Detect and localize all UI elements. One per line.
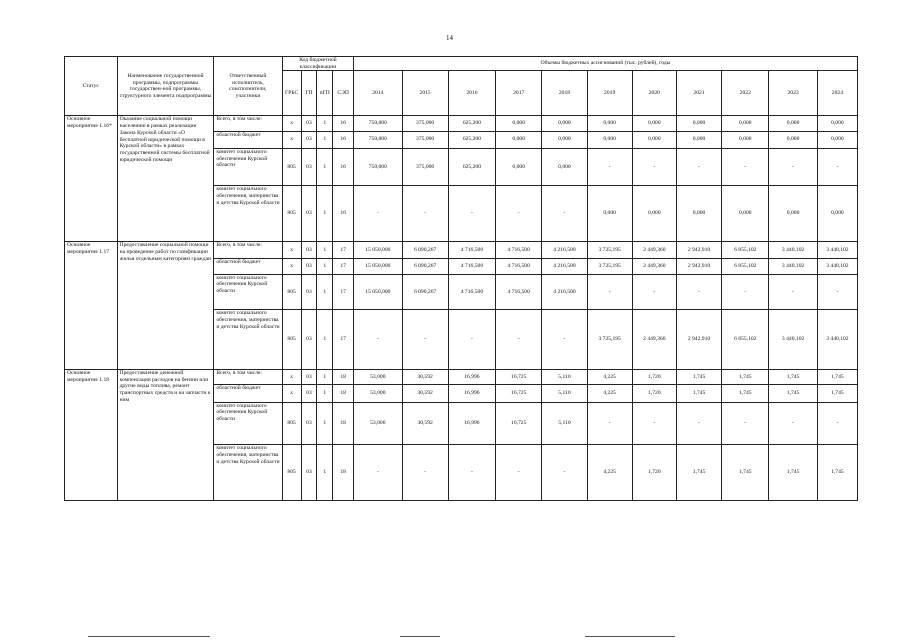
code-cell: 17 xyxy=(333,259,354,274)
value-cell: 4 716,500 xyxy=(448,259,495,274)
code-cell: 17 xyxy=(333,242,354,259)
value-cell: 2 449,360 xyxy=(632,259,676,274)
value-cell: 30,592 xyxy=(402,370,448,385)
code-cell: 1 xyxy=(317,445,333,501)
header-status: Статус xyxy=(65,57,118,116)
header-year: 2022 xyxy=(722,71,769,116)
value-cell: - xyxy=(354,310,402,370)
value-cell: 3 725,195 xyxy=(587,242,632,259)
value-cell: - xyxy=(354,186,402,242)
code-cell: 805 xyxy=(282,186,301,242)
header-year: 2019 xyxy=(587,71,632,116)
value-cell: - xyxy=(722,274,769,310)
responsible-cell: комитет социального обеспечения, материнства и детства Курской области xyxy=(214,186,282,242)
code-cell: х xyxy=(282,370,301,385)
value-cell: - xyxy=(769,274,817,310)
value-cell: 2 449,360 xyxy=(632,242,676,259)
code-cell: 03 xyxy=(301,186,317,242)
program-name-cell: Предоставление социальной помощи на проведение работ по газификации жилья отдельным категориям граждан xyxy=(117,242,214,370)
header-year: 2018 xyxy=(542,71,587,116)
header-year: 2014 xyxy=(354,71,402,116)
status-cell: Основное мероприятие 1.18 xyxy=(65,370,118,501)
value-cell: 1,745 xyxy=(676,385,721,402)
value-cell: 3 440,102 xyxy=(769,310,817,370)
code-cell: 1 xyxy=(317,274,333,310)
header-year: 2023 xyxy=(769,71,817,116)
responsible-cell: комитет социального обеспечения Курской области xyxy=(214,148,282,186)
code-cell: 03 xyxy=(301,370,317,385)
value-cell: 0,000 xyxy=(676,131,721,148)
value-cell: 16,996 xyxy=(448,370,495,385)
value-cell: 375,000 xyxy=(402,116,448,131)
code-cell: 16 xyxy=(333,148,354,186)
page-number: 14 xyxy=(446,34,453,42)
header-program-name: Наименование государственной программы, подпрограммы государствен-ной программы, структурного элемента подпрограммы xyxy=(117,57,214,116)
code-cell: 1 xyxy=(317,131,333,148)
value-cell: 15 050,000 xyxy=(354,242,402,259)
responsible-cell: областной бюджет xyxy=(214,131,282,148)
code-cell: 18 xyxy=(333,370,354,385)
value-cell: 4 716,500 xyxy=(496,242,542,259)
value-cell: 3 440,102 xyxy=(817,310,857,370)
header-code: СЭП xyxy=(333,71,354,116)
value-cell: 1,745 xyxy=(769,445,817,501)
header-budget-code-group: Код бюджетной классификации xyxy=(282,57,353,71)
responsible-cell: Всего, в том числе: xyxy=(214,242,282,259)
header-responsible: Ответственный исполнитель, соисполнители, участники xyxy=(214,57,282,116)
value-cell: 16,725 xyxy=(496,385,542,402)
table-row xyxy=(65,370,858,385)
value-cell: - xyxy=(496,186,542,242)
value-cell: 3 440,102 xyxy=(769,242,817,259)
code-cell: 03 xyxy=(301,242,317,259)
value-cell: 4 216,500 xyxy=(542,259,587,274)
code-cell: х xyxy=(282,385,301,402)
value-cell: 16,996 xyxy=(448,402,495,445)
value-cell: - xyxy=(632,148,676,186)
code-cell: 03 xyxy=(301,310,317,370)
value-cell: - xyxy=(402,310,448,370)
value-cell: 1,745 xyxy=(817,370,857,385)
responsible-cell: областной бюджет xyxy=(214,385,282,402)
value-cell: 750,000 xyxy=(354,148,402,186)
code-cell: 03 xyxy=(301,402,317,445)
value-cell: 0,000 xyxy=(817,116,857,131)
value-cell: 4 716,500 xyxy=(496,274,542,310)
code-cell: 03 xyxy=(301,385,317,402)
header-code: ГП xyxy=(301,71,317,116)
header-year: 2016 xyxy=(448,71,495,116)
header-code: ГРБС xyxy=(282,71,301,116)
value-cell: 1,745 xyxy=(817,445,857,501)
value-cell: - xyxy=(587,274,632,310)
value-cell: 0,000 xyxy=(496,131,542,148)
header-code: пГП xyxy=(317,71,333,116)
value-cell: - xyxy=(402,445,448,501)
value-cell: 0,000 xyxy=(769,131,817,148)
value-cell: 0,000 xyxy=(587,186,632,242)
code-cell: 03 xyxy=(301,274,317,310)
code-cell: 16 xyxy=(333,186,354,242)
value-cell: 4,225 xyxy=(587,445,632,501)
table-row xyxy=(65,242,858,259)
value-cell: 0,000 xyxy=(769,186,817,242)
code-cell: х xyxy=(282,259,301,274)
code-cell: 18 xyxy=(333,402,354,445)
code-cell: 1 xyxy=(317,186,333,242)
value-cell: 30,592 xyxy=(402,385,448,402)
value-cell: 0,000 xyxy=(496,148,542,186)
value-cell: 0,000 xyxy=(587,131,632,148)
value-cell: 0,000 xyxy=(817,131,857,148)
value-cell: 4 216,500 xyxy=(542,274,587,310)
value-cell: - xyxy=(676,402,721,445)
code-cell: 03 xyxy=(301,131,317,148)
value-cell: - xyxy=(542,445,587,501)
value-cell: - xyxy=(448,310,495,370)
value-cell: - xyxy=(676,274,721,310)
value-cell: - xyxy=(448,186,495,242)
code-cell: 03 xyxy=(301,148,317,186)
value-cell: 0,000 xyxy=(722,116,769,131)
code-cell: 16 xyxy=(333,131,354,148)
value-cell: 5,110 xyxy=(542,402,587,445)
responsible-cell: Всего, в том числе: xyxy=(214,370,282,385)
value-cell: - xyxy=(632,274,676,310)
value-cell: 1,745 xyxy=(676,445,721,501)
code-cell: 1 xyxy=(317,148,333,186)
footer-line xyxy=(400,636,440,637)
value-cell: - xyxy=(587,148,632,186)
code-cell: 1 xyxy=(317,116,333,131)
value-cell: 0,000 xyxy=(722,131,769,148)
value-cell: 1,745 xyxy=(769,385,817,402)
value-cell: - xyxy=(722,148,769,186)
status-cell: Основное мероприятие 1.16* xyxy=(65,116,118,242)
header-year: 2017 xyxy=(496,71,542,116)
value-cell: 0,000 xyxy=(632,116,676,131)
value-cell: - xyxy=(817,148,857,186)
value-cell: 1,745 xyxy=(676,370,721,385)
footer-line xyxy=(88,636,210,637)
value-cell: 16,725 xyxy=(496,402,542,445)
value-cell: 3 440,102 xyxy=(817,259,857,274)
value-cell: 375,000 xyxy=(402,148,448,186)
value-cell: 5,110 xyxy=(542,385,587,402)
code-cell: 17 xyxy=(333,274,354,310)
header-year: 2015 xyxy=(402,71,448,116)
value-cell: - xyxy=(817,402,857,445)
value-cell: 625,200 xyxy=(448,131,495,148)
value-cell: - xyxy=(587,402,632,445)
value-cell: 6 090,267 xyxy=(402,242,448,259)
value-cell: 0,000 xyxy=(542,116,587,131)
value-cell: 15 050,000 xyxy=(354,259,402,274)
value-cell: 375,000 xyxy=(402,131,448,148)
value-cell: - xyxy=(817,274,857,310)
value-cell: 4 216,500 xyxy=(542,242,587,259)
table-row xyxy=(65,116,858,131)
value-cell: - xyxy=(769,402,817,445)
budget-table xyxy=(64,56,858,501)
responsible-cell: областной бюджет xyxy=(214,259,282,274)
value-cell: 53,000 xyxy=(354,402,402,445)
code-cell: 805 xyxy=(282,402,301,445)
value-cell: 15 050,000 xyxy=(354,274,402,310)
value-cell: 16,996 xyxy=(448,385,495,402)
value-cell: 1,720 xyxy=(632,370,676,385)
value-cell: 4 716,500 xyxy=(448,242,495,259)
value-cell: 3 440,102 xyxy=(769,259,817,274)
value-cell: - xyxy=(542,310,587,370)
value-cell: 0,000 xyxy=(632,186,676,242)
value-cell: - xyxy=(496,310,542,370)
value-cell: 1,720 xyxy=(632,385,676,402)
code-cell: 1 xyxy=(317,242,333,259)
code-cell: 17 xyxy=(333,310,354,370)
value-cell: 0,000 xyxy=(676,116,721,131)
value-cell: 0,000 xyxy=(496,116,542,131)
code-cell: 18 xyxy=(333,445,354,501)
value-cell: - xyxy=(632,402,676,445)
code-cell: 16 xyxy=(333,116,354,131)
code-cell: 805 xyxy=(282,274,301,310)
value-cell: 1,745 xyxy=(722,445,769,501)
value-cell: 1,720 xyxy=(632,445,676,501)
value-cell: 3 440,102 xyxy=(817,242,857,259)
value-cell: 16,725 xyxy=(496,370,542,385)
value-cell: 0,000 xyxy=(817,186,857,242)
value-cell: 1,745 xyxy=(722,385,769,402)
value-cell: 1,745 xyxy=(769,370,817,385)
value-cell: - xyxy=(448,445,495,501)
responsible-cell: Всего, в том числе: xyxy=(214,116,282,131)
code-cell: 1 xyxy=(317,385,333,402)
value-cell: 2 449,360 xyxy=(632,310,676,370)
value-cell: - xyxy=(496,445,542,501)
value-cell: 53,000 xyxy=(354,370,402,385)
code-cell: 1 xyxy=(317,402,333,445)
header-year: 2020 xyxy=(632,71,676,116)
value-cell: 6 090,267 xyxy=(402,274,448,310)
code-cell: 03 xyxy=(301,116,317,131)
header-volumes-group: Объемы бюджетных ассигнований (тыс. рублей), годы xyxy=(354,57,858,71)
value-cell: 1,745 xyxy=(722,370,769,385)
value-cell: 750,000 xyxy=(354,131,402,148)
header-year: 2021 xyxy=(676,71,721,116)
value-cell: 625,200 xyxy=(448,148,495,186)
value-cell: 6 090,267 xyxy=(402,259,448,274)
value-cell: 2 942,910 xyxy=(676,259,721,274)
responsible-cell: комитет социального обеспечения Курской области xyxy=(214,274,282,310)
header-year: 2024 xyxy=(817,71,857,116)
footer-line xyxy=(585,636,675,637)
value-cell: 5,110 xyxy=(542,370,587,385)
value-cell: - xyxy=(722,402,769,445)
value-cell: 6 855,102 xyxy=(722,242,769,259)
value-cell: 0,000 xyxy=(676,186,721,242)
value-cell: - xyxy=(769,148,817,186)
value-cell: 625,200 xyxy=(448,116,495,131)
value-cell: 2 942,910 xyxy=(676,242,721,259)
responsible-cell: комитет социального обеспечения Курской области xyxy=(214,402,282,445)
code-cell: 805 xyxy=(282,148,301,186)
value-cell: 53,000 xyxy=(354,385,402,402)
value-cell: 0,000 xyxy=(632,131,676,148)
value-cell: - xyxy=(354,445,402,501)
code-cell: х xyxy=(282,116,301,131)
responsible-cell: комитет социального обеспечения, материнства и детства Курской области xyxy=(214,445,282,501)
value-cell: 0,000 xyxy=(542,148,587,186)
code-cell: х xyxy=(282,242,301,259)
value-cell: 30,592 xyxy=(402,402,448,445)
code-cell: 03 xyxy=(301,259,317,274)
code-cell: 03 xyxy=(301,445,317,501)
program-name-cell: Оказание социальной помощи населению в рамках реализации Закона Курской области «О бесплатной юридической помощи в Курской области» в рамках государственной системы бесплатной юридической помощи xyxy=(117,116,214,242)
value-cell: - xyxy=(542,186,587,242)
code-cell: 805 xyxy=(282,310,301,370)
status-cell: Основное мероприятие 1.17 xyxy=(65,242,118,370)
value-cell: 6 855,102 xyxy=(722,259,769,274)
code-cell: 805 xyxy=(282,445,301,501)
code-cell: 1 xyxy=(317,259,333,274)
value-cell: 0,000 xyxy=(722,186,769,242)
value-cell: 3 725,195 xyxy=(587,259,632,274)
value-cell: - xyxy=(402,186,448,242)
code-cell: 1 xyxy=(317,310,333,370)
value-cell: - xyxy=(676,148,721,186)
code-cell: 18 xyxy=(333,385,354,402)
value-cell: 0,000 xyxy=(587,116,632,131)
value-cell: 750,000 xyxy=(354,116,402,131)
value-cell: 4,225 xyxy=(587,370,632,385)
code-cell: 1 xyxy=(317,370,333,385)
value-cell: 4 716,500 xyxy=(496,259,542,274)
value-cell: 3 725,195 xyxy=(587,310,632,370)
program-name-cell: Предоставление денежной компенсации расходов на бензин или другие виды топлива, ремонт транспортных средств и на запчасти к ним xyxy=(117,370,214,501)
value-cell: 4 716,500 xyxy=(448,274,495,310)
responsible-cell: комитет социального обеспечения, материнства и детства Курской области xyxy=(214,310,282,370)
value-cell: 1,745 xyxy=(817,385,857,402)
value-cell: 2 942,910 xyxy=(676,310,721,370)
value-cell: 4,225 xyxy=(587,385,632,402)
value-cell: 0,000 xyxy=(769,116,817,131)
value-cell: 6 855,102 xyxy=(722,310,769,370)
code-cell: х xyxy=(282,131,301,148)
value-cell: 0,000 xyxy=(542,131,587,148)
